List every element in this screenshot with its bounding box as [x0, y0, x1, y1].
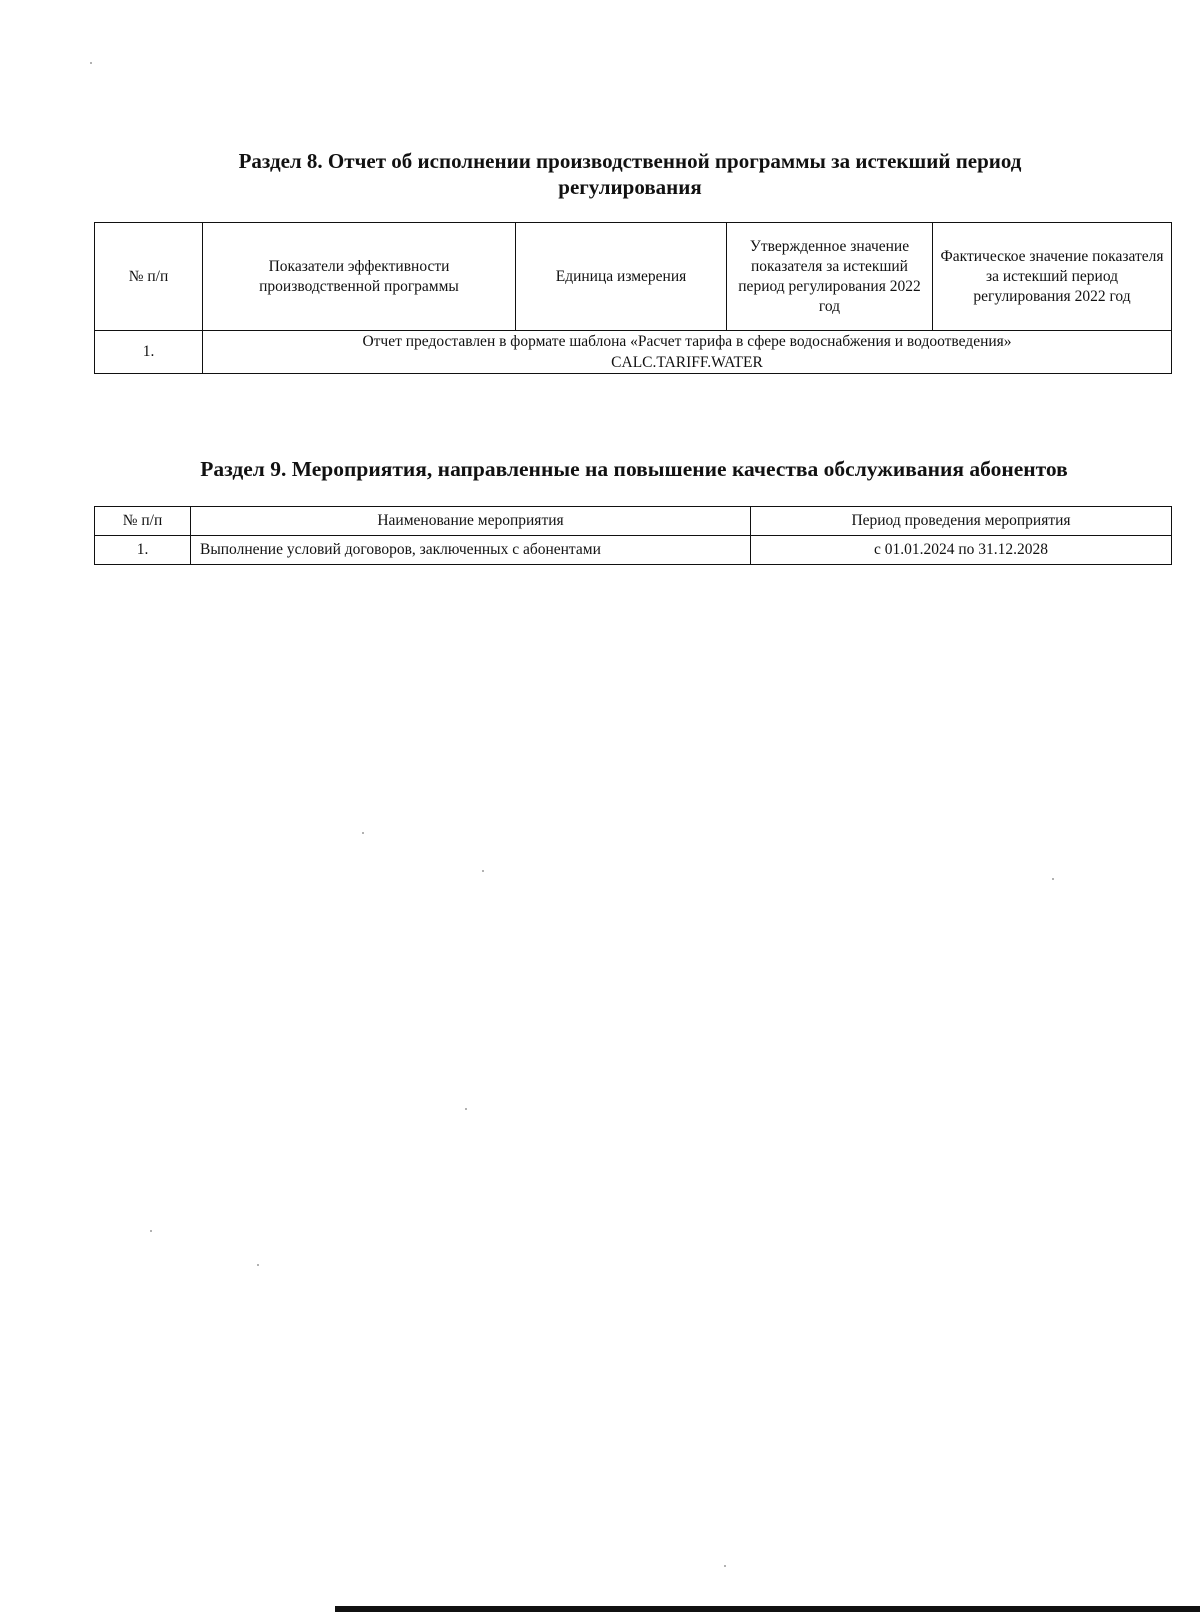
- section-9-header-row: [95, 507, 1172, 536]
- section-9-title: Раздел 9. Мероприятия, направленные на повышение качества обслуживания абонентов: [200, 457, 1068, 481]
- section-8-table: [94, 222, 1172, 374]
- scan-speck: [90, 62, 92, 64]
- section-9-table: [94, 506, 1172, 565]
- scan-speck: [150, 1230, 152, 1232]
- table-row: [95, 331, 1172, 374]
- header-approved-value: Утвержденное значение показателя за истекший период регулирования 2022 год: [727, 223, 933, 331]
- header-activity-name: Наименование мероприятия: [191, 507, 751, 536]
- activity-period: с 01.01.2024 по 31.12.2028: [751, 536, 1172, 565]
- scan-speck: [465, 1108, 467, 1110]
- row-num: 1.: [95, 536, 191, 565]
- scan-speck: [724, 1565, 726, 1567]
- row-num: 1.: [95, 331, 203, 374]
- scan-edge-bar: [335, 1606, 1200, 1612]
- report-note-line1: Отчет предоставлен в формате шаблона «Расчет тарифа в сфере водоснабжения и водоотведения»: [362, 333, 1012, 350]
- scan-speck: [257, 1264, 259, 1266]
- header-unit: Единица измерения: [516, 223, 727, 331]
- section-8-title-line2: регулирования: [558, 175, 702, 199]
- header-activity-period: Период проведения мероприятия: [751, 507, 1172, 536]
- header-actual-value: Фактическое значение показателя за истекший период регулирования 2022 год: [933, 223, 1172, 331]
- report-note-line2: CALC.TARIFF.WATER: [611, 354, 763, 371]
- section-8-header-row: [95, 223, 1172, 331]
- table-row: [95, 536, 1172, 565]
- section-8-title-line1: Раздел 8. Отчет об исполнении производственной программы за истекший период: [238, 149, 1022, 173]
- report-note-cell: [203, 331, 1172, 374]
- header-num: № п/п: [95, 507, 191, 536]
- scan-speck: [1052, 878, 1054, 880]
- header-indicators: Показатели эффективности производственной программы: [203, 223, 516, 331]
- activity-name: Выполнение условий договоров, заключенных с абонентами: [191, 536, 751, 565]
- scan-speck: [362, 832, 364, 834]
- scan-speck: [482, 870, 484, 872]
- header-num: № п/п: [95, 223, 203, 331]
- section-8-title: [90, 148, 1170, 200]
